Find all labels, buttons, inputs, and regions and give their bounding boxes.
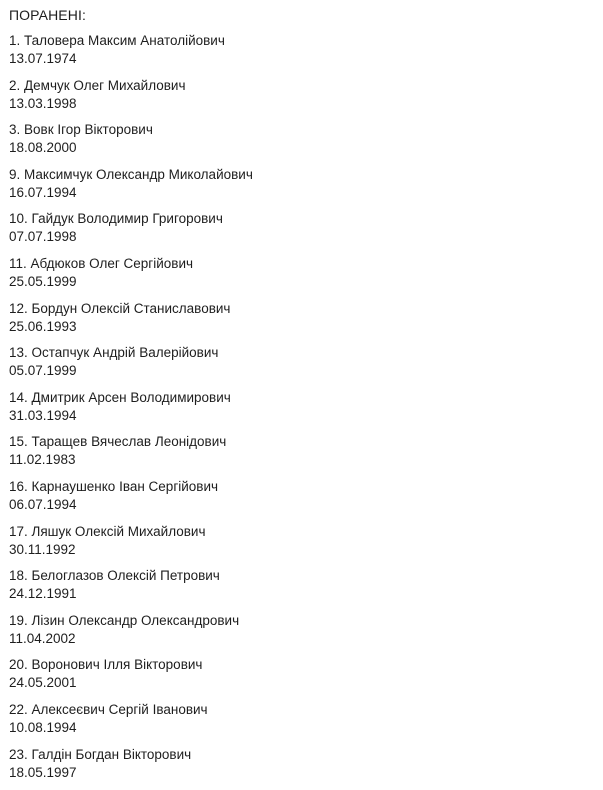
birth-date: 06.07.1994 [9, 496, 253, 514]
person-name: 22. Алексеєвич Сергій Іванович [9, 701, 253, 719]
person-name: 12. Бордун Олексій Станиславович [9, 300, 253, 318]
list-item [9, 210, 253, 255]
casualty-list [9, 32, 253, 790]
person-name: 9. Максимчук Олександр Миколайович [9, 166, 253, 184]
birth-date: 11.04.2002 [9, 630, 253, 648]
list-item [9, 523, 253, 568]
birth-date: 11.02.1983 [9, 451, 253, 469]
list-item [9, 77, 253, 122]
document-page [9, 0, 603, 777]
birth-date: 16.07.1994 [9, 184, 253, 202]
list-item [9, 300, 253, 345]
list-item [9, 389, 253, 434]
person-name: 20. Воронович Ілля Вікторович [9, 656, 253, 674]
birth-date: 05.07.1999 [9, 362, 253, 380]
person-name: 17. Ляшук Олексій Михайлович [9, 523, 253, 541]
section-heading: ПОРАНЕНІ: [9, 6, 86, 24]
person-name: 18. Белоглазов Олексій Петрович [9, 567, 253, 585]
list-item [9, 701, 253, 746]
person-name: 11. Абдюков Олег Сергійович [9, 255, 253, 273]
person-name: 3. Вовк Ігор Вікторович [9, 121, 253, 139]
list-item [9, 612, 253, 657]
list-item [9, 656, 253, 701]
birth-date: 24.05.2001 [9, 674, 253, 692]
person-name: 15. Таращев Вячеслав Леонідович [9, 433, 253, 451]
list-item [9, 746, 253, 790]
person-name: 23. Галдін Богдан Вікторович [9, 746, 253, 764]
list-item [9, 255, 253, 300]
person-name: 2. Демчук Олег Михайлович [9, 77, 253, 95]
birth-date: 30.11.1992 [9, 541, 253, 559]
list-item [9, 166, 253, 211]
birth-date: 18.08.2000 [9, 139, 253, 157]
list-item [9, 433, 253, 478]
birth-date: 24.12.1991 [9, 585, 253, 603]
person-name: 14. Дмитрик Арсен Володимирович [9, 389, 253, 407]
list-item [9, 567, 253, 612]
birth-date: 25.06.1993 [9, 318, 253, 336]
person-name: 13. Остапчук Андрій Валерійович [9, 344, 253, 362]
person-name: 10. Гайдук Володимир Григорович [9, 210, 253, 228]
list-item [9, 32, 253, 77]
person-name: 1. Таловера Максим Анатолійович [9, 32, 253, 50]
person-name: 19. Лізин Олександр Олександрович [9, 612, 253, 630]
birth-date: 13.07.1974 [9, 50, 253, 68]
birth-date: 13.03.1998 [9, 95, 253, 113]
list-item [9, 344, 253, 389]
birth-date: 31.03.1994 [9, 407, 253, 425]
list-item [9, 121, 253, 166]
person-name: 16. Карнаушенко Іван Сергійович [9, 478, 253, 496]
birth-date: 07.07.1998 [9, 228, 253, 246]
list-item [9, 478, 253, 523]
birth-date: 25.05.1999 [9, 273, 253, 291]
birth-date: 18.05.1997 [9, 764, 253, 782]
birth-date: 10.08.1994 [9, 719, 253, 737]
